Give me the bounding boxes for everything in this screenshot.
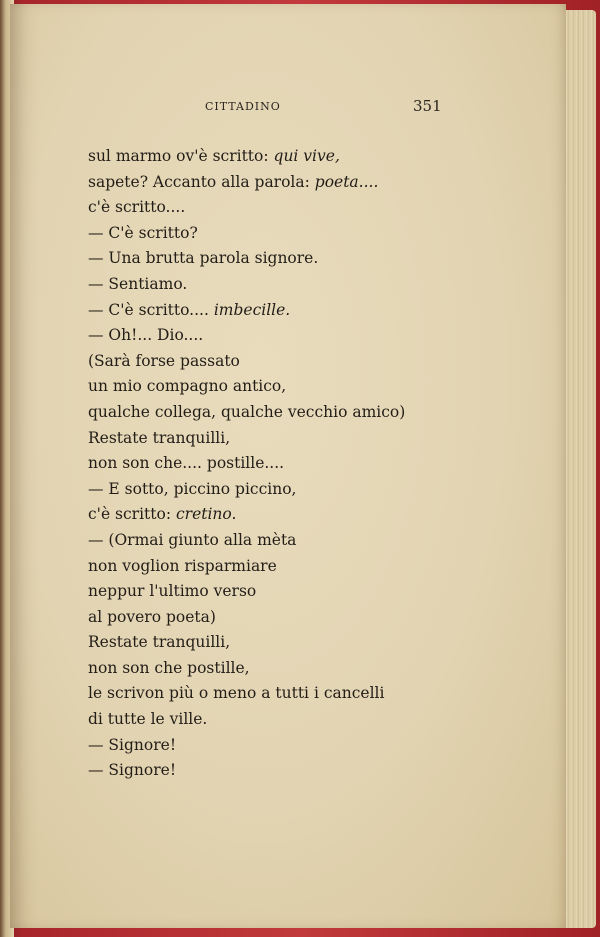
poem-line: Restate tranquilli, <box>88 633 231 652</box>
poem-line: c'è scritto: cretino. <box>88 505 237 524</box>
poem-line: — (Ormai giunto alla mèta <box>88 530 297 549</box>
poem-line: — E sotto, piccino piccino, <box>88 479 297 498</box>
poem-line: sul marmo ov'è scritto: qui vive, <box>88 147 340 165</box>
poem-line: — Sentiamo. <box>88 274 188 293</box>
poem-line: — C'è scritto? <box>88 223 198 242</box>
poem-line: un mio compagno antico, <box>88 377 287 396</box>
poem-line: non son che.... postille.... <box>88 454 285 473</box>
poem-line: di tutte le ville. <box>88 710 208 729</box>
poem-text <box>88 144 528 784</box>
poem-line: — Una brutta parola signore. <box>88 249 319 268</box>
poem-line: c'è scritto.... <box>88 198 186 217</box>
poem-line: Restate tranquilli, <box>88 428 231 447</box>
poem-line: — Signore! <box>88 761 177 780</box>
poem-line: al povero poeta) <box>88 607 216 626</box>
poem-line: sapete? Accanto alla parola: poeta.... <box>88 172 379 191</box>
running-title: CITTADINO <box>205 100 281 113</box>
poem-line: — C'è scritto.... imbecille. <box>88 300 291 319</box>
poem-line: non voglion risparmiare <box>88 556 277 575</box>
page-number: 351 <box>413 97 442 115</box>
poem-line: qualche collega, qualche vecchio amico) <box>88 402 406 421</box>
poem-line: (Sarà forse passato <box>88 351 240 370</box>
poem-line: non son che postille, <box>88 658 250 677</box>
book-page <box>10 4 566 928</box>
poem-line: — Signore! <box>88 735 177 754</box>
page-header <box>10 97 566 117</box>
poem-line: neppur l'ultimo verso <box>88 582 257 601</box>
poem-line: — Oh!... Dio.... <box>88 326 204 345</box>
poem-line: le scrivon più o meno a tutti i cancelli <box>88 684 385 703</box>
